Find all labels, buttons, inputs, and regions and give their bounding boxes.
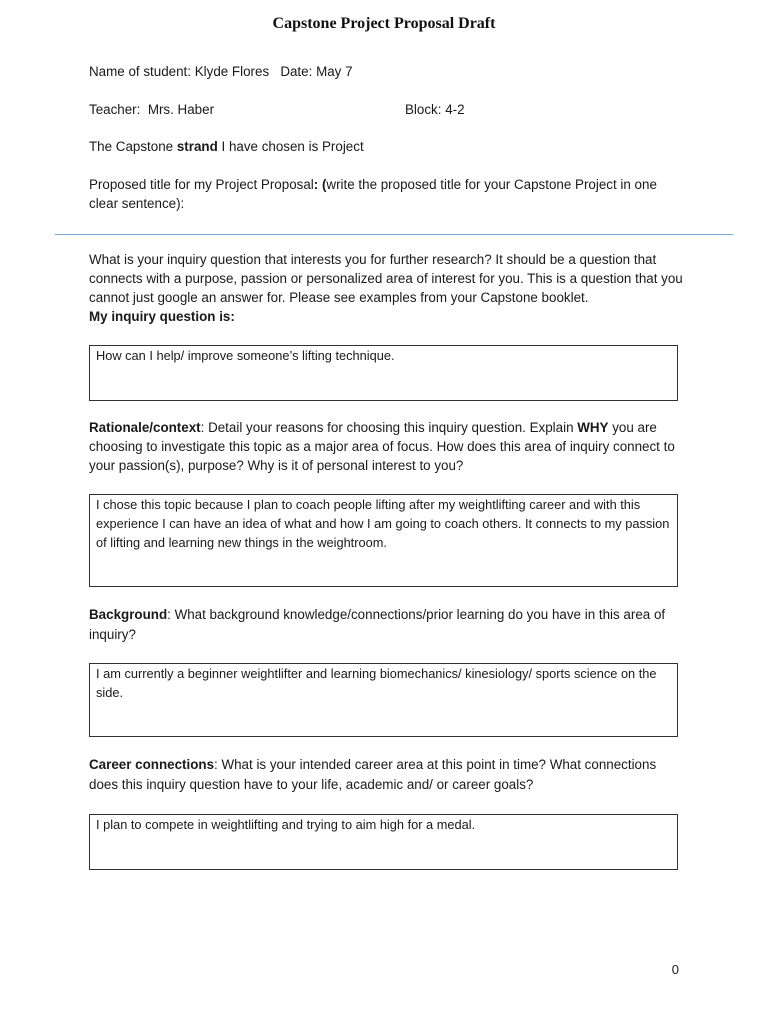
rationale-heading: Rationale/context [89, 420, 201, 435]
career-heading: Career connections [89, 757, 215, 772]
teacher-line [89, 100, 214, 119]
student-name: Klyde Flores [194, 64, 270, 79]
strand-bold: strand [176, 139, 218, 154]
career-text: : What is your intended career area at this point in time? What connections does this inquiry question have to your life, academic and/ or career goals? [89, 757, 657, 792]
rationale-why: WHY [577, 420, 609, 435]
background-answer-box[interactable]: I am currently a beginner weightlifter and learning biomechanics/ kinesiology/ sports science on the side. [89, 663, 678, 737]
inquiry-label: My inquiry question is: [89, 309, 235, 324]
rationale-answer-box[interactable]: I chose this topic because I plan to coach people lifting after my weightlifting career and with this experience I can have an idea of what and how I am going to coach others. It connects to my passion of lifting and learning new things in the weightroom. [89, 494, 678, 587]
block-value: 4-2 [445, 102, 465, 117]
student-name-label: Name of student: [89, 64, 191, 79]
background-heading: Background [89, 607, 168, 622]
inquiry-prompt: What is your inquiry question that interests you for further research? It should be a question that connects with a purpose, passion or personalized area of interest for you. This is a question that you cannot just google an answer for. Please see examples from your Capstone booklet. [89, 252, 683, 305]
proposed-title-suffix: write the proposed title for your Capstone Project in one clear sentence): [89, 177, 657, 211]
background-prompt [89, 605, 687, 645]
block-label: Block: [405, 102, 442, 117]
teacher-label: Teacher: [89, 102, 141, 117]
proposed-title-prefix: Proposed title for my Project Proposal [89, 177, 314, 192]
rationale-text-2: you are choosing to investigate this topic as a major area of focus. How does this area of inquiry connect to your passion(s), purpose? Why is it of personal interest to you? [89, 420, 675, 473]
background-text: : What background knowledge/connections/prior learning do you have in this area of inquiry? [89, 607, 666, 642]
student-info-line [89, 62, 353, 81]
proposed-title-bold: : ( [313, 177, 327, 192]
career-prompt [89, 755, 687, 795]
date-value: May 7 [316, 64, 353, 79]
document-title: Capstone Project Proposal Draft [272, 15, 496, 32]
strand-suffix: I have chosen is Project [217, 139, 364, 154]
date-label: Date: [280, 64, 313, 79]
page-number: 0 [671, 962, 679, 977]
teacher-name: Mrs. Haber [147, 102, 215, 117]
rationale-prompt [89, 418, 687, 475]
career-answer-box[interactable]: I plan to compete in weightlifting and trying to aim high for a medal. [89, 814, 678, 870]
rationale-text-1: : Detail your reasons for choosing this inquiry question. Explain [200, 420, 578, 435]
proposed-title-prompt [89, 175, 687, 213]
block-line [405, 100, 465, 119]
strand-line [89, 137, 364, 156]
inquiry-answer-box[interactable]: How can I help/ improve someone’s lifting technique. [89, 345, 678, 401]
strand-prefix: The Capstone [89, 139, 177, 154]
section-divider [55, 234, 733, 235]
